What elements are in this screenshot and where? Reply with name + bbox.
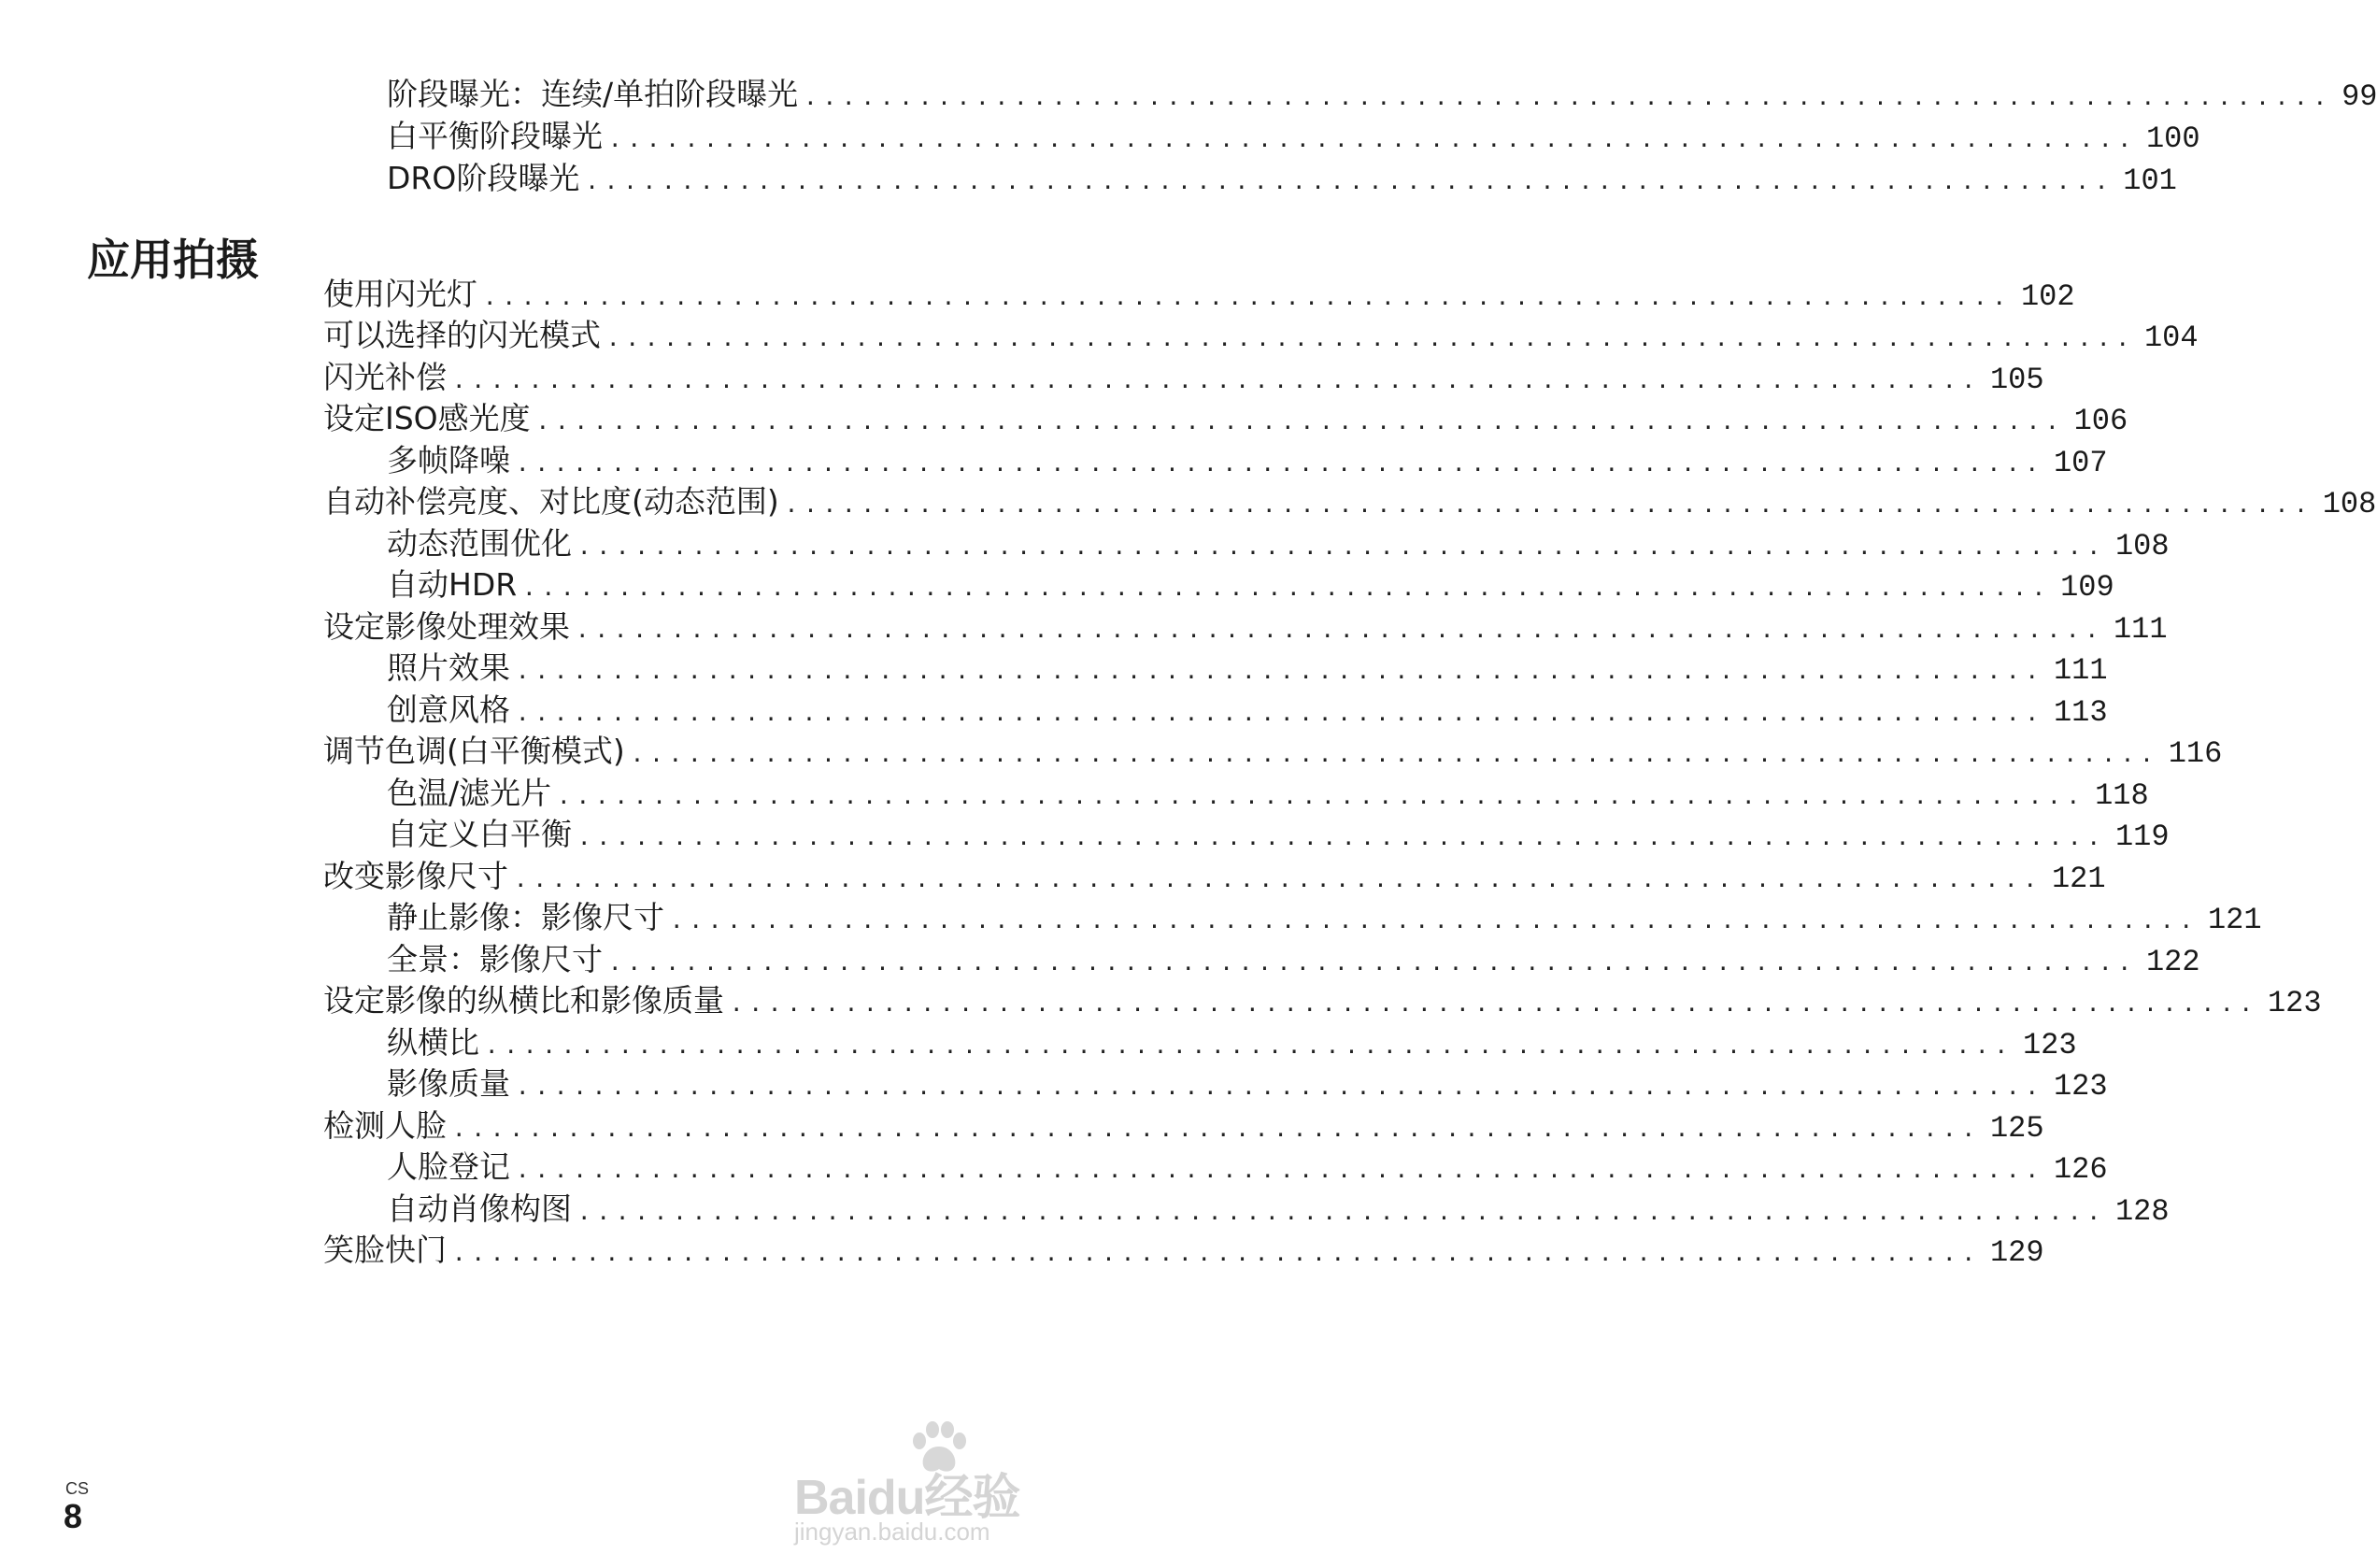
toc-entry[interactable] bbox=[323, 1228, 2044, 1273]
toc-entry-page: 125 bbox=[1989, 1111, 2044, 1146]
toc-entry[interactable] bbox=[387, 771, 2149, 816]
toc-entry-title: 多帧降噪 bbox=[387, 442, 510, 478]
toc-entry-title: DRO阶段曝光 bbox=[387, 160, 580, 196]
toc-entry-page: 121 bbox=[2051, 862, 2106, 896]
toc-entry-title: 白平衡阶段曝光 bbox=[387, 118, 603, 154]
toc-entry-title: 闪光补偿 bbox=[323, 359, 447, 395]
toc-entry[interactable] bbox=[387, 1062, 2108, 1106]
toc-leader-dots: ................................................................................ bbox=[608, 949, 2137, 976]
toc-entry-title: 人脸登记 bbox=[387, 1148, 510, 1185]
toc-entry[interactable] bbox=[387, 812, 2170, 857]
toc-entry-page: 105 bbox=[1989, 363, 2044, 397]
toc-leader-dots: ................................................................................ bbox=[730, 991, 2258, 1017]
toc-entry[interactable] bbox=[387, 563, 2114, 607]
toc-entry[interactable] bbox=[387, 1187, 2170, 1232]
toc-entry-page: 118 bbox=[2095, 778, 2149, 813]
toc-entry-title: 调节色调(白平衡模式) bbox=[323, 733, 625, 769]
toc-entry-title: 自动肖像构图 bbox=[387, 1190, 572, 1227]
toc-leader-dots: ................................................................................ bbox=[557, 783, 2086, 809]
section-heading: 应用拍摄 bbox=[87, 235, 259, 285]
toc-entry[interactable] bbox=[323, 272, 2075, 317]
toc-entry[interactable] bbox=[387, 1020, 2077, 1065]
toc-entry-title: 自动HDR bbox=[387, 566, 518, 603]
toc-entry-page: 100 bbox=[2145, 121, 2200, 156]
toc-entry-title: 改变影像尺寸 bbox=[323, 858, 508, 894]
toc-entry-page: 123 bbox=[2267, 986, 2322, 1020]
toc-entry-title: 自定义白平衡 bbox=[387, 816, 572, 852]
toc-leader-dots: ................................................................................ bbox=[585, 168, 2114, 194]
toc-entry-title: 静止影像：影像尺寸 bbox=[387, 899, 664, 935]
toc-entry[interactable] bbox=[387, 521, 2170, 566]
toc-leader-dots: ................................................................................ bbox=[606, 325, 2135, 351]
toc-entry[interactable] bbox=[387, 1145, 2108, 1190]
toc-entry-title: 影像质量 bbox=[387, 1065, 510, 1102]
toc-entry[interactable] bbox=[387, 438, 2108, 483]
toc-entry-page: 126 bbox=[2053, 1152, 2108, 1187]
toc-entry-title: 照片效果 bbox=[387, 649, 510, 686]
watermark-url: jingyan.baidu.com bbox=[794, 1518, 990, 1546]
toc-entry-title: 阶段曝光：连续/单拍阶段曝光 bbox=[387, 76, 799, 112]
toc-leader-dots: ................................................................................ bbox=[516, 1157, 2044, 1183]
toc-entry-page: 116 bbox=[2168, 736, 2223, 771]
toc-entry-title: 创意风格 bbox=[387, 691, 510, 728]
toc-leader-dots: ................................................................................ bbox=[608, 126, 2137, 152]
toc-entry[interactable] bbox=[387, 72, 2377, 117]
toc-entry-page: 102 bbox=[2020, 279, 2075, 314]
toc-leader-dots: ................................................................................ bbox=[670, 907, 2199, 934]
toc-entry-page: 107 bbox=[2053, 446, 2108, 480]
toc-entry-title: 设定影像的纵横比和影像质量 bbox=[323, 982, 724, 1019]
toc-entry[interactable] bbox=[323, 1104, 2044, 1148]
toc-entry-title: 笑脸快门 bbox=[323, 1232, 447, 1268]
page-number: 8 bbox=[64, 1497, 83, 1535]
toc-leader-dots: ................................................................................ bbox=[516, 450, 2044, 477]
toc-leader-dots: ................................................................................ bbox=[516, 700, 2044, 726]
toc-entry-page: 108 bbox=[2114, 529, 2170, 563]
toc-leader-dots: ................................................................................ bbox=[577, 534, 2106, 560]
toc-entry-page: 121 bbox=[2207, 903, 2262, 937]
toc-leader-dots: ................................................................................ bbox=[516, 658, 2044, 684]
toc-leader-dots: ................................................................................ bbox=[784, 492, 2313, 518]
toc-leader-dots: ................................................................................ bbox=[577, 824, 2106, 850]
toc-entry-title: 设定影像处理效果 bbox=[323, 608, 570, 645]
toc-leader-dots: ................................................................................ bbox=[804, 84, 2333, 110]
toc-leader-dots: ................................................................................ bbox=[630, 741, 2159, 767]
toc-entry[interactable] bbox=[323, 313, 2199, 358]
toc-entry-page: 101 bbox=[2123, 164, 2177, 198]
toc-leader-dots: ................................................................................ bbox=[485, 1033, 2014, 1059]
toc-entry[interactable] bbox=[323, 729, 2223, 774]
toc-entry-page: 104 bbox=[2143, 321, 2199, 355]
toc-entry[interactable] bbox=[387, 937, 2200, 982]
toc-entry[interactable] bbox=[387, 688, 2108, 733]
toc-entry-title: 检测人脸 bbox=[323, 1107, 447, 1144]
toc-entry-page: 123 bbox=[2053, 1069, 2108, 1104]
toc-leader-dots: ................................................................................ bbox=[516, 1074, 2044, 1100]
watermark-logo-text: Baidu经验 bbox=[794, 1471, 1020, 1525]
toc-entry-page: 111 bbox=[2053, 653, 2108, 688]
toc-entry-page: 119 bbox=[2114, 820, 2170, 854]
toc-leader-dots: ................................................................................ bbox=[483, 284, 2012, 310]
toc-entry[interactable] bbox=[323, 978, 2322, 1023]
toc-entry[interactable] bbox=[387, 646, 2108, 691]
toc-entry[interactable] bbox=[387, 114, 2200, 159]
toc-entry-page: 123 bbox=[2022, 1028, 2077, 1062]
toc-leader-dots: ................................................................................ bbox=[576, 617, 2104, 643]
toc-entry-page: 106 bbox=[2073, 404, 2128, 438]
toc-entry[interactable] bbox=[387, 895, 2262, 940]
toc-entry-page: 122 bbox=[2145, 945, 2200, 979]
toc-entry-page: 99 bbox=[2341, 79, 2377, 114]
toc-entry-title: 使用闪光灯 bbox=[323, 276, 477, 312]
toc-entry[interactable] bbox=[323, 854, 2106, 899]
toc-entry[interactable] bbox=[387, 156, 2177, 201]
toc-leader-dots: ................................................................................ bbox=[452, 1240, 1981, 1266]
toc-entry-page: 128 bbox=[2114, 1194, 2170, 1229]
toc-leader-dots: ................................................................................ bbox=[535, 408, 2065, 435]
toc-entry-title: 动态范围优化 bbox=[387, 525, 572, 562]
toc-leader-dots: ................................................................................ bbox=[452, 1116, 1981, 1142]
toc-leader-dots: ................................................................................ bbox=[452, 367, 1981, 393]
toc-entry[interactable] bbox=[323, 355, 2044, 400]
toc-leader-dots: ................................................................................ bbox=[577, 1199, 2106, 1225]
toc-leader-dots: ................................................................................ bbox=[514, 866, 2043, 892]
toc-entry[interactable] bbox=[323, 396, 2128, 441]
toc-entry[interactable] bbox=[323, 479, 2377, 524]
toc-entry-page: 111 bbox=[2113, 612, 2168, 647]
toc-entry-page: 108 bbox=[2322, 487, 2377, 521]
toc-entry-title: 可以选择的闪光模式 bbox=[323, 317, 601, 353]
toc-entry-page: 109 bbox=[2060, 570, 2114, 605]
toc-entry-title: 设定ISO感光度 bbox=[323, 400, 531, 436]
toc-entry-title: 纵横比 bbox=[387, 1024, 479, 1061]
toc-entry-title: 全景：影像尺寸 bbox=[387, 941, 603, 977]
baidu-watermark bbox=[794, 1420, 1075, 1551]
toc-entry[interactable] bbox=[323, 605, 2168, 649]
language-code: CS bbox=[65, 1479, 90, 1498]
toc-entry-title: 自动补偿亮度、对比度(动态范围) bbox=[323, 483, 779, 520]
toc-entry-page: 129 bbox=[1989, 1235, 2044, 1270]
toc-entry-title: 色温/滤光片 bbox=[387, 775, 552, 811]
toc-leader-dots: ................................................................................ bbox=[522, 575, 2052, 601]
toc-entry-page: 113 bbox=[2053, 695, 2108, 730]
